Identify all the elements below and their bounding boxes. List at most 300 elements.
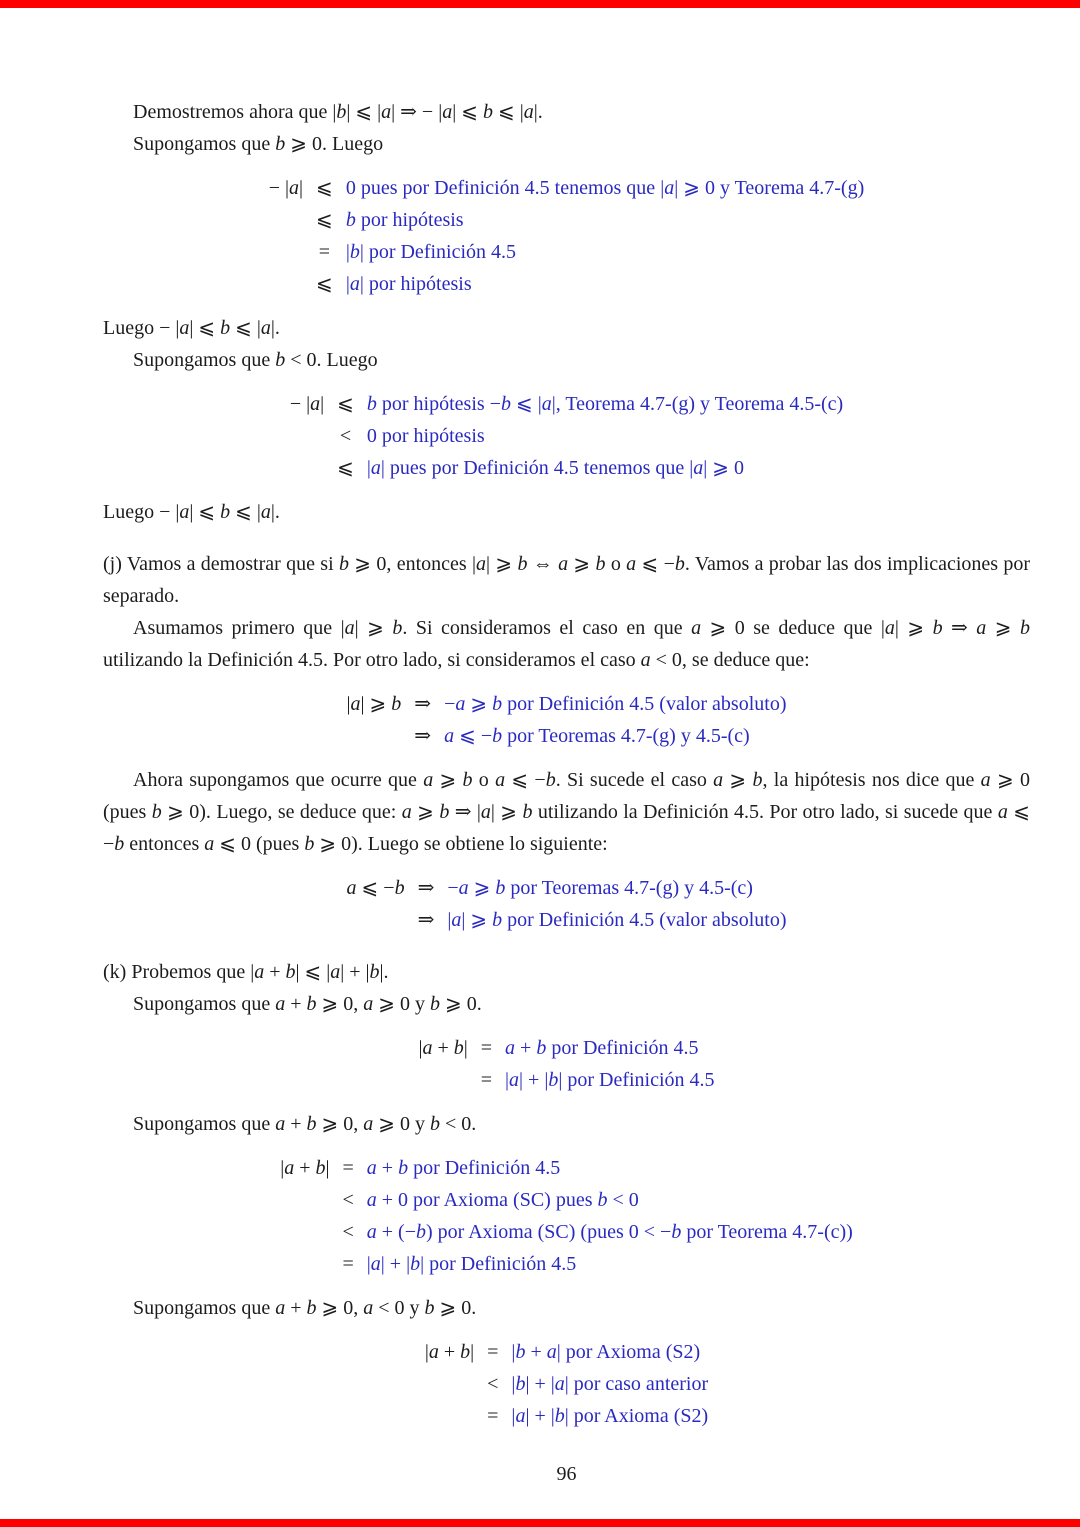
equation-rel [468, 1064, 505, 1096]
text-run: |. [270, 317, 280, 339]
text-run: ⩽ | [492, 101, 524, 123]
text-run: + [294, 1157, 316, 1179]
text-run: ⩽ − [505, 769, 546, 791]
text-run: | por Definición 4.5 [359, 241, 517, 263]
math-variable: a [310, 393, 321, 415]
text-run: ⩾ [465, 693, 493, 715]
math-variable: b [453, 1037, 464, 1059]
math-variable: b [151, 801, 162, 823]
text-run: ⇒ [942, 617, 977, 639]
equation-rel [468, 1032, 505, 1064]
equation-lhs [269, 236, 303, 268]
equation-lhs [280, 1152, 329, 1184]
equation-rhs [447, 904, 786, 936]
math-variable: b [369, 961, 380, 983]
math-variable: b [275, 349, 286, 371]
math-variable: b [1020, 617, 1031, 639]
text-run: ⇒ [417, 877, 435, 899]
text-run: | por Axioma (S2) [564, 1405, 709, 1427]
math-variable: b [500, 393, 511, 415]
math-variable: a [366, 1157, 377, 1179]
text-run: < [487, 1373, 499, 1395]
text-run: Supongamos que [133, 1113, 276, 1135]
math-variable: b [304, 833, 315, 855]
text-run: | [505, 1069, 510, 1091]
equation-row [269, 172, 865, 204]
math-variable: b [439, 801, 450, 823]
text-run: por Definición 4.5 (valor absoluto) [502, 909, 787, 931]
text-run: | + | [525, 1373, 555, 1395]
equation-rhs [346, 236, 864, 268]
text-run: + 0 por Axioma (SC) pues [376, 1189, 598, 1211]
math-variable: b [220, 501, 231, 523]
equation-lhs [425, 1400, 474, 1432]
paragraph [103, 612, 1030, 676]
text-run: ⩾ [468, 877, 496, 899]
math-variable: b [460, 1341, 471, 1363]
text-run: | ⩽ [452, 101, 483, 123]
equation-lhs [280, 1216, 329, 1248]
text-run: ⩾ 0). Luego se obtiene lo siguiente: [314, 833, 608, 855]
math-variable: a [423, 769, 434, 791]
text-run: = [487, 1405, 499, 1427]
text-run: | por Definición 4.5 [420, 1253, 577, 1275]
paragraph [103, 496, 1030, 528]
math-variable: b [220, 317, 231, 339]
text-run: = [318, 241, 331, 263]
equation-rhs [447, 872, 786, 904]
text-run: (k) Probemos que | [103, 961, 255, 983]
math-variable: b [752, 769, 763, 791]
text-run: ⩾ 0 y [373, 1113, 431, 1135]
text-run: Luego − | [103, 501, 180, 523]
text-run: ⩽ − [103, 801, 1030, 855]
equation-row [280, 1216, 853, 1248]
equation-rel [405, 872, 448, 904]
equation-rhs [367, 1152, 853, 1184]
math-variable: a [546, 1341, 557, 1363]
paragraph [103, 956, 1030, 988]
text-run: | + | [340, 961, 370, 983]
paragraph [103, 128, 1030, 160]
math-variable: a [515, 1405, 526, 1427]
text-run: | ⩾ [360, 693, 392, 715]
text-run: + [432, 1037, 454, 1059]
equation-rhs [444, 688, 786, 720]
math-variable: b [275, 133, 286, 155]
math-variable: b [597, 1189, 608, 1211]
text-run: ⩽ − [636, 553, 675, 575]
text-run: | por hipótesis [359, 273, 472, 295]
paragraph [103, 548, 1030, 612]
equation-lhs [269, 172, 303, 204]
text-run: |. [270, 501, 280, 523]
math-variable: a [289, 177, 300, 199]
text-run: ⩽ [337, 457, 354, 479]
equation-row [290, 388, 843, 420]
text-run: | [299, 177, 304, 199]
text-run: (j) Vamos a demostrar que si [103, 553, 339, 575]
text-run: | [511, 1405, 516, 1427]
equation-rhs [505, 1064, 715, 1096]
text-run: + [376, 1157, 399, 1179]
text-run: | ⇒ − | [391, 101, 443, 123]
text-run: utilizando la Definición 4.5. Por otro lado, si sucede que [532, 801, 998, 823]
math-variable: b [492, 909, 503, 931]
text-run: | [346, 693, 351, 715]
text-run: ⇒ [414, 725, 432, 747]
text-run: ⩽ − [454, 725, 493, 747]
equation-lhs [425, 1336, 474, 1368]
equation-rel [330, 1184, 367, 1216]
text-run: | [511, 1373, 516, 1395]
text-run: < [342, 1221, 354, 1243]
text-run: | [511, 1341, 516, 1363]
math-variable: a [626, 553, 637, 575]
equation-rhs [367, 420, 843, 452]
text-run: | por caso anterior [564, 1373, 709, 1395]
text-run: ⩽ [337, 393, 354, 415]
math-variable: b [392, 617, 403, 639]
math-variable: b [349, 241, 360, 263]
text-run: . Si consideramos el caso en que [402, 617, 692, 639]
equation-rel [401, 688, 444, 720]
equation-rhs [367, 452, 843, 484]
text-run: Supongamos que [133, 1297, 276, 1319]
math-variable: b [315, 1157, 326, 1179]
math-variable: a [455, 693, 466, 715]
text-run: entonces [124, 833, 205, 855]
text-run: Supongamos que [133, 133, 276, 155]
math-variable: b [424, 1297, 435, 1319]
math-variable: b [674, 553, 685, 575]
math-variable: b [366, 393, 377, 415]
text-run: | ⩽ [189, 317, 221, 339]
math-variable: a [366, 1189, 377, 1211]
equation-block [347, 688, 787, 752]
text-run: < 0, se deduce que: [650, 649, 810, 671]
equation-row [269, 204, 865, 236]
text-run: | + | [525, 1405, 555, 1427]
math-variable: a [980, 769, 991, 791]
text-run: por Definición 4.5 (valor absoluto) [502, 693, 787, 715]
equation-lhs [290, 452, 324, 484]
equation-row [290, 452, 843, 484]
equation-row [347, 688, 787, 720]
page-footer [103, 1458, 1030, 1490]
text-run: por Teorema 4.7-(c)) [681, 1221, 853, 1243]
math-variable: a [260, 501, 271, 523]
text-run: o [472, 769, 496, 791]
text-run: = [487, 1341, 499, 1363]
math-variable: b [932, 617, 943, 639]
equation-rel [330, 1248, 367, 1280]
equation-row [418, 1032, 714, 1064]
text-run: | [366, 457, 371, 479]
text-run: ⇒ [417, 909, 435, 931]
equation-rel [303, 268, 346, 300]
math-variable: a [275, 1297, 286, 1319]
equation-rel [474, 1368, 511, 1400]
math-variable: a [260, 317, 271, 339]
math-variable: b [345, 209, 356, 231]
math-variable: b [430, 993, 441, 1015]
math-variable: b [554, 1405, 565, 1427]
math-variable: a [541, 393, 552, 415]
text-run: = [342, 1253, 354, 1275]
math-variable: a [179, 501, 190, 523]
math-variable: b [515, 1341, 526, 1363]
math-variable: a [254, 961, 265, 983]
text-run: ⩽ [316, 273, 333, 295]
paragraph [103, 988, 1030, 1020]
math-variable: b [548, 1069, 559, 1091]
paragraph [103, 1108, 1030, 1140]
text-run: | por Definición 4.5 [558, 1069, 715, 1091]
equation-row [347, 720, 787, 752]
proof-body [103, 96, 1030, 1432]
math-variable: b [595, 553, 606, 575]
math-variable: b [391, 693, 402, 715]
math-variable: a [366, 1221, 377, 1243]
text-run: Asumamos primero que | [133, 617, 345, 639]
text-run: por Definición 4.5 [546, 1037, 699, 1059]
text-run: . Si sucede el caso [555, 769, 714, 791]
equation-rel [474, 1336, 511, 1368]
text-run: | [325, 1157, 330, 1179]
equation-lhs [290, 420, 324, 452]
text-run: − [444, 693, 456, 715]
paragraph [103, 312, 1030, 344]
text-run: | ⩽ | [346, 101, 382, 123]
text-run: + [525, 1341, 547, 1363]
math-variable: b [306, 1297, 317, 1319]
text-run: ⩾ [986, 617, 1021, 639]
text-run: por Teoremas 4.7-(g) y 4.5-(c) [502, 725, 750, 747]
math-variable: b [416, 1221, 426, 1243]
equation-rhs [511, 1368, 708, 1400]
text-run: ⩾ 0. [440, 993, 482, 1015]
equation-rhs [367, 1216, 853, 1248]
math-variable: b [285, 961, 296, 983]
page-number: 96 [556, 1463, 577, 1485]
math-variable: a [330, 961, 341, 983]
equation-row [425, 1400, 708, 1432]
math-variable: a [523, 101, 534, 123]
math-variable: b [306, 993, 317, 1015]
text-run: , la hipótesis nos dice que [762, 769, 981, 791]
equation-rhs [444, 720, 786, 752]
text-run: ) por Axioma (SC) (pues 0 < − [426, 1221, 672, 1243]
text-run: ⩾ [723, 769, 753, 791]
math-variable: b [522, 801, 533, 823]
text-run: + [285, 993, 307, 1015]
text-run: < 0 [607, 1189, 639, 1211]
text-run: | ⩾ [490, 801, 523, 823]
math-variable: a [363, 1113, 374, 1135]
text-run: = [480, 1037, 493, 1059]
math-variable: a [275, 1113, 286, 1135]
equation-block [347, 872, 787, 936]
text-run: ⩾ [568, 553, 596, 575]
text-run: Supongamos que [133, 349, 276, 371]
math-variable: a [495, 769, 506, 791]
math-variable: b [495, 877, 506, 899]
equation-rhs [346, 172, 864, 204]
equation-rel [303, 172, 346, 204]
math-variable: a [509, 1069, 520, 1091]
text-run: | ⩾ [354, 617, 393, 639]
text-run: . Vamos a probar las dos implicaciones por separado. [103, 553, 1031, 607]
math-variable: a [370, 457, 381, 479]
math-variable: a [350, 693, 361, 715]
text-run: ⩽ − [356, 877, 395, 899]
paragraph [103, 764, 1030, 860]
text-run: | [470, 1341, 475, 1363]
math-variable: b [410, 1253, 421, 1275]
text-run: o [605, 553, 627, 575]
equation-rel [303, 236, 346, 268]
math-variable: b [430, 1113, 441, 1135]
text-run: ⇒ [414, 693, 432, 715]
text-run: − | [289, 393, 311, 415]
equation-rhs [367, 388, 843, 420]
math-variable: a [554, 1373, 565, 1395]
equation-rel [324, 452, 367, 484]
document-content [103, 0, 1030, 1490]
text-run: ⩽ | [230, 317, 261, 339]
text-run: | [345, 241, 350, 263]
text-run: ⩽ | [510, 393, 542, 415]
text-run: Demostremos ahora que | [133, 101, 337, 123]
math-variable: b [536, 1037, 547, 1059]
text-run: por Teoremas 4.7-(g) y 4.5-(c) [505, 877, 753, 899]
text-run: + (− [376, 1221, 416, 1243]
text-run: < 0 y [373, 1297, 425, 1319]
equation-row [269, 236, 865, 268]
equation-block [418, 1032, 714, 1096]
text-run: | ⩾ 0 [703, 457, 745, 479]
text-run: por hipótesis [355, 209, 464, 231]
text-run: Luego − | [103, 317, 180, 339]
equation-row [418, 1064, 714, 1096]
math-variable: b [482, 101, 493, 123]
math-variable: a [558, 553, 569, 575]
equation-block [269, 172, 865, 300]
math-variable: b [306, 1113, 317, 1135]
text-run: ⩾ 0 se deduce que | [701, 617, 885, 639]
math-variable: b [336, 101, 347, 123]
text-run: + [264, 961, 286, 983]
math-variable: a [381, 101, 392, 123]
text-run: | + | [519, 1069, 549, 1091]
paragraph [103, 1292, 1030, 1324]
text-run: = [342, 1157, 354, 1179]
text-run: ⩽ | [230, 501, 261, 523]
text-run: ⩾ [433, 769, 463, 791]
text-run: Ahora supongamos que ocurre que [133, 769, 424, 791]
text-run: | [280, 1157, 285, 1179]
equation-row [347, 872, 787, 904]
equation-lhs [280, 1248, 329, 1280]
text-run: | ⩾ [894, 617, 933, 639]
text-run: < [339, 425, 352, 447]
math-variable: a [344, 617, 355, 639]
equation-rel [330, 1152, 367, 1184]
text-run: utilizando la Definición 4.5. Por otro lado, si consideramos el caso [103, 649, 641, 671]
text-run: | + | [380, 1253, 411, 1275]
text-run: |, Teorema 4.7-(g) y Teorema 4.5-(c) [551, 393, 844, 415]
equation-lhs [290, 388, 324, 420]
equation-lhs [269, 204, 303, 236]
text-run: | ⩾ [486, 553, 518, 575]
text-run: ⩽ [316, 209, 333, 231]
equation-block [280, 1152, 853, 1280]
equation-rel [324, 420, 367, 452]
math-variable: b [492, 693, 503, 715]
text-run: ⩽ 0 (pues [214, 833, 305, 855]
equation-lhs [425, 1368, 474, 1400]
equation-row [425, 1336, 708, 1368]
equation-row [425, 1368, 708, 1400]
text-run: | ⩾ 0 y Teorema 4.7-(g) [674, 177, 865, 199]
equation-row [280, 1184, 853, 1216]
text-run: − | [268, 177, 290, 199]
equation-rel [401, 720, 444, 752]
text-run: por hipótesis − [376, 393, 501, 415]
text-run: | [463, 1037, 468, 1059]
text-run: ⇒ | [449, 801, 481, 823]
text-run: | [320, 393, 325, 415]
math-variable: b [492, 725, 503, 747]
equation-rhs [346, 204, 864, 236]
math-variable: a [370, 1253, 381, 1275]
math-variable: a [401, 801, 412, 823]
text-run: | pues por Definición 4.5 tenemos que | [380, 457, 694, 479]
text-run: |. [379, 961, 389, 983]
text-run: ⩽ [316, 177, 333, 199]
equation-rhs [511, 1336, 708, 1368]
equation-row [290, 420, 843, 452]
text-run: |. [533, 101, 543, 123]
text-run: + [285, 1297, 307, 1319]
equation-rel [324, 388, 367, 420]
math-variable: b [515, 1373, 526, 1395]
equation-rhs [505, 1032, 715, 1064]
text-run: por Definición 4.5 [408, 1157, 561, 1179]
text-run: ⩾ 0, [316, 1297, 364, 1319]
equation-rhs [367, 1184, 853, 1216]
equation-row [280, 1248, 853, 1280]
text-run: ⩾ 0. Luego [285, 133, 384, 155]
equation-lhs [347, 720, 402, 752]
math-variable: b [545, 769, 556, 791]
paragraph [103, 344, 1030, 376]
text-run: ⩾ 0, [316, 993, 364, 1015]
text-run: < 0. Luego [285, 349, 378, 371]
text-run: Supongamos que [133, 993, 276, 1015]
equation-rel [474, 1400, 511, 1432]
text-run: | [366, 1253, 371, 1275]
text-run: + [515, 1037, 537, 1059]
equation-lhs [347, 872, 405, 904]
text-run: ⩾ 0 (pues [103, 769, 1030, 823]
math-variable: b [394, 877, 405, 899]
text-run: ⩾ 0 y [373, 993, 431, 1015]
text-run: ⩾ [411, 801, 440, 823]
text-run: | ⩾ [461, 909, 493, 931]
math-variable: b [338, 553, 349, 575]
